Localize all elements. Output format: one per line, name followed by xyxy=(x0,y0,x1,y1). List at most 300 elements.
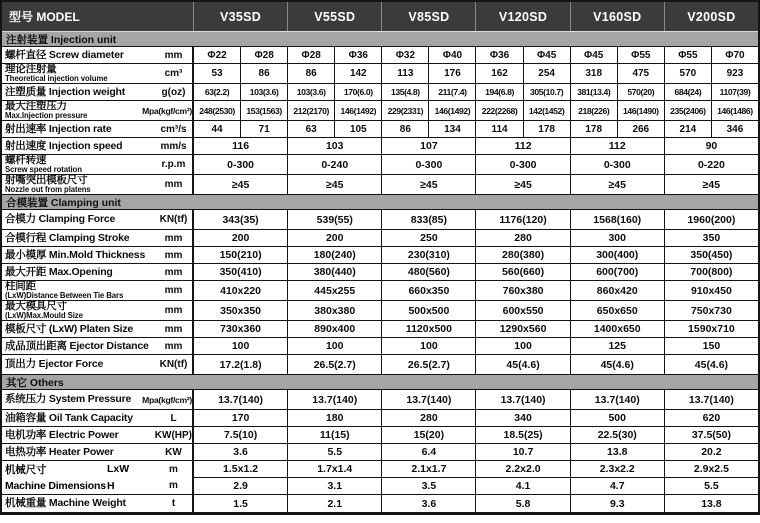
row-label-text: Machine Dimensions xyxy=(5,479,106,492)
row-label xyxy=(2,281,193,300)
spec-value-cell: 475 xyxy=(617,64,664,83)
row-label-text xyxy=(5,498,126,509)
spec-value-cell: Φ40 xyxy=(428,47,475,63)
spec-value-cell: 53 xyxy=(193,64,240,83)
spec-value-cell: 660x350 xyxy=(381,281,475,300)
spec-value-cell: 0-220 xyxy=(664,155,758,174)
spec-value-cell: 2.2x2.0 xyxy=(475,461,569,477)
spec-value-cell: 620 xyxy=(664,410,758,426)
spec-value-cell: 112 xyxy=(570,138,664,154)
spec-value-cell: 214 xyxy=(664,121,711,137)
row-unit: KN(tf) xyxy=(159,214,188,225)
spec-value-cell: 1400x650 xyxy=(570,321,664,337)
spec-value-cell: 318 xyxy=(570,64,617,83)
spec-value-cell: 570 xyxy=(664,64,711,83)
spec-value-cell: 340 xyxy=(475,410,569,426)
spec-value-cell: 1960(200) xyxy=(664,210,758,229)
row-label-text xyxy=(5,413,133,424)
spec-value-cell: 13.7(140) xyxy=(664,390,758,409)
spec-row xyxy=(2,121,758,138)
row-unit: mm xyxy=(164,285,183,296)
row-label xyxy=(2,338,193,354)
spec-row xyxy=(2,84,758,101)
spec-value-cell: 13.8 xyxy=(664,495,758,512)
row-dimension-label: LxW xyxy=(107,463,130,476)
spec-value-cell: 5.5 xyxy=(287,444,381,460)
spec-row xyxy=(2,390,758,410)
spec-value-cell: 146(1490) xyxy=(617,101,664,120)
spec-value-cell: 445x255 xyxy=(287,281,381,300)
spec-row xyxy=(2,461,758,495)
spec-value-cell: 300 xyxy=(570,230,664,246)
row-unit: mm/s xyxy=(160,140,187,152)
spec-value-cell: Φ55 xyxy=(664,47,711,63)
spec-value-cell: Φ32 xyxy=(381,47,428,63)
spec-value-cell: 1120x500 xyxy=(381,321,475,337)
spec-value-cell: 18.5(25) xyxy=(475,427,569,443)
row-label-text xyxy=(5,87,125,98)
spec-row xyxy=(2,155,758,175)
spec-value-cell: 650x650 xyxy=(570,301,664,320)
spec-value-cell: 343(35) xyxy=(193,210,287,229)
spec-row xyxy=(2,138,758,155)
row-label-line1: 成品顶出距离 Ejector Distance xyxy=(5,339,149,352)
spec-value-cell: 1590x710 xyxy=(664,321,758,337)
row-label-line xyxy=(5,461,192,478)
spec-value-cell: Φ55 xyxy=(617,47,664,63)
spec-value-cell: 218(226) xyxy=(570,101,617,120)
spec-value-cell: 280 xyxy=(381,410,475,426)
spec-value-cell: 3.6 xyxy=(193,444,287,460)
spec-value-cell: 346 xyxy=(711,121,758,137)
row-label-line2: Nozzle out from platens xyxy=(5,185,91,194)
row-unit: mm xyxy=(164,340,183,352)
row-label-line1: 理论注射量 xyxy=(5,64,57,75)
spec-value-cell: 105 xyxy=(334,121,381,137)
row-label-text xyxy=(5,447,114,458)
row-values xyxy=(193,461,758,494)
table-header-row xyxy=(2,2,758,32)
spec-value-cell: 248(2530) xyxy=(193,101,240,120)
spec-row xyxy=(2,247,758,264)
row-label-text xyxy=(5,267,113,278)
table-body xyxy=(2,32,758,513)
spec-value-cell: 760x380 xyxy=(475,281,569,300)
row-label-text xyxy=(5,141,122,152)
row-label-text xyxy=(5,430,118,441)
row-label xyxy=(2,175,193,194)
spec-value-cell: 305(10.7) xyxy=(523,84,570,100)
spec-value-cell: 235(2406) xyxy=(664,101,711,120)
row-label-line1: 射出速率 Injection rate xyxy=(5,122,112,135)
spec-value-cell: 103(3.6) xyxy=(240,84,287,100)
spec-value-cell: 300(400) xyxy=(570,247,664,263)
row-unit: m xyxy=(169,463,178,475)
spec-value-cell: 600(700) xyxy=(570,264,664,280)
spec-value-cell: Φ45 xyxy=(570,47,617,63)
spec-value-cell: 170(6.0) xyxy=(334,84,381,100)
spec-value-cell: 280 xyxy=(475,230,569,246)
row-label-text xyxy=(5,214,115,225)
spec-value-cell: 86 xyxy=(381,121,428,137)
row-label-text xyxy=(5,250,145,261)
spec-value-cell: 45(4.6) xyxy=(664,355,758,374)
spec-row xyxy=(2,101,758,121)
row-label-text xyxy=(5,301,83,320)
spec-value-cell: 254 xyxy=(523,64,570,83)
row-label xyxy=(2,64,193,83)
spec-value-cell: 230(310) xyxy=(381,247,475,263)
row-label xyxy=(2,427,193,443)
spec-value-cell: ≥45 xyxy=(381,175,475,194)
spec-value-cell: ≥45 xyxy=(570,175,664,194)
spec-value-cell: 134 xyxy=(428,121,475,137)
spec-value-cell: 381(13.4) xyxy=(570,84,617,100)
spec-value-cell: 211(7.4) xyxy=(428,84,475,100)
spec-value-cell: 570(20) xyxy=(617,84,664,100)
spec-value-cell: 45(4.6) xyxy=(475,355,569,374)
spec-row xyxy=(2,338,758,355)
spec-value-cell: 162 xyxy=(475,64,522,83)
row-label xyxy=(2,138,193,154)
row-label-line1: 螺杆转速 xyxy=(5,155,47,166)
spec-value-cell: ≥45 xyxy=(664,175,758,194)
row-label-line1: 电热功率 Heater Power xyxy=(5,445,114,458)
spec-value-cell: Φ28 xyxy=(287,47,334,63)
spec-value-cell: 2.9x2.5 xyxy=(664,461,758,477)
spec-value-cell: 222(2268) xyxy=(475,101,522,120)
row-label-line1: 合模力 Clamping Force xyxy=(5,213,116,225)
spec-value-cell: 15(20) xyxy=(381,427,475,443)
spec-value-cell: 13.7(140) xyxy=(287,390,381,409)
spec-value-cell: 13.7(140) xyxy=(193,390,287,409)
spec-value-cell: 22.5(30) xyxy=(570,427,664,443)
spec-row xyxy=(2,230,758,247)
row-label-text xyxy=(5,124,111,135)
spec-value-cell: 26.5(2.7) xyxy=(287,355,381,374)
spec-value-cell: 860x420 xyxy=(570,281,664,300)
row-label xyxy=(2,47,193,63)
row-label xyxy=(2,301,193,320)
spec-value-cell: 26.5(2.7) xyxy=(381,355,475,374)
row-label-line1: 注塑质量 Injection weight xyxy=(5,85,126,98)
row-label-line xyxy=(5,478,192,495)
spec-value-cell: 45(4.6) xyxy=(570,355,664,374)
row-unit: mm xyxy=(164,266,183,278)
spec-value-cell: 380(440) xyxy=(287,264,381,280)
spec-row xyxy=(2,64,758,84)
section-title: 其它 Others xyxy=(2,375,758,390)
model-name-v85sd: V85SD xyxy=(381,2,475,31)
spec-value-cell: 180 xyxy=(287,410,381,426)
spec-value-cell: 833(85) xyxy=(381,210,475,229)
spec-value-cell: 100 xyxy=(193,338,287,354)
spec-value-cell: 13.7(140) xyxy=(381,390,475,409)
spec-row xyxy=(2,47,758,64)
spec-value-cell: 380x380 xyxy=(287,301,381,320)
row-unit: cm³/s xyxy=(160,123,187,135)
spec-value-cell: 63 xyxy=(287,121,334,137)
spec-value-cell: 1290x560 xyxy=(475,321,569,337)
row-label xyxy=(2,390,193,409)
spec-value-cell: 7.5(10) xyxy=(193,427,287,443)
row-label-line1: 油箱容量 Oil Tank Capacity xyxy=(5,411,133,424)
spec-value-cell: 107 xyxy=(381,138,475,154)
spec-value-cell: 44 xyxy=(193,121,240,137)
spec-value-cell: 2.3x2.2 xyxy=(570,461,664,477)
row-label xyxy=(2,101,193,120)
row-label xyxy=(2,264,193,280)
spec-value-cell: 90 xyxy=(664,138,758,154)
row-unit: t xyxy=(171,498,176,509)
spec-value-cell: 3.5 xyxy=(381,478,475,494)
row-label-line1: 机械重量 Machine Weight xyxy=(5,497,126,509)
row-unit: L xyxy=(170,412,177,424)
row-label-line1: 最大开距 Max.Opening xyxy=(5,265,113,278)
spec-row xyxy=(2,264,758,281)
spec-row xyxy=(2,210,758,230)
spec-value-cell: ≥45 xyxy=(475,175,569,194)
spec-value-cell: 17.2(1.8) xyxy=(193,355,287,374)
spec-value-cell: 86 xyxy=(287,64,334,83)
spec-value-cell: 2.9 xyxy=(193,478,287,494)
spec-value-cell: ≥45 xyxy=(287,175,381,194)
spec-value-cell: 63(2.2) xyxy=(193,84,240,100)
spec-value-cell: 2.1x1.7 xyxy=(381,461,475,477)
spec-value-cell: 212(2170) xyxy=(287,101,334,120)
spec-value-cell: 135(4.8) xyxy=(381,84,428,100)
row-dimension-label: H xyxy=(107,479,115,492)
row-label xyxy=(2,155,193,174)
spec-value-cell: 11(15) xyxy=(287,427,381,443)
row-unit: Mpa(kgf/cm²) xyxy=(142,394,192,405)
row-unit: KW(HP) xyxy=(154,429,192,441)
spec-value-cell: 150(210) xyxy=(193,247,287,263)
spec-value-cell: 700(800) xyxy=(664,264,758,280)
row-label-text xyxy=(5,233,129,244)
spec-row xyxy=(2,301,758,321)
spec-value-cell: 730x360 xyxy=(193,321,287,337)
row-label-line1: 最大注塑压力 xyxy=(5,101,67,112)
spec-value-cell: Φ70 xyxy=(711,47,758,63)
row-unit: mm xyxy=(164,49,183,61)
model-name-v55sd: V55SD xyxy=(287,2,381,31)
spec-value-cell: 180(240) xyxy=(287,247,381,263)
spec-value-cell: 1176(120) xyxy=(475,210,569,229)
spec-value-cell: 5.5 xyxy=(664,478,758,494)
row-label-line2: Max.Injection pressure xyxy=(5,111,88,120)
spec-value-cell: 114 xyxy=(475,121,522,137)
spec-value-cell: 910x450 xyxy=(664,281,758,300)
spec-value-cell: 6.4 xyxy=(381,444,475,460)
row-label-line1: 合模行程 Clamping Stroke xyxy=(5,231,130,244)
spec-value-cell: 142(1452) xyxy=(523,101,570,120)
row-label-text: 机械尺寸 xyxy=(5,463,47,476)
spec-value-cell: 280(380) xyxy=(475,247,569,263)
spec-value-cell: 200 xyxy=(193,230,287,246)
row-label-line1: 柱间距 xyxy=(5,281,36,292)
spec-value-cell: 3.1 xyxy=(287,478,381,494)
row-unit: mm xyxy=(164,323,183,335)
spec-value-cell: 266 xyxy=(617,121,664,137)
row-unit: mm xyxy=(164,305,183,316)
row-label-text xyxy=(5,281,123,300)
spec-row xyxy=(2,410,758,427)
row-unit: cm³ xyxy=(164,68,183,79)
row-label-line1: 螺杆直径 Screw diameter xyxy=(5,48,124,61)
spec-value-cell: 150 xyxy=(664,338,758,354)
spec-value-cell: 176 xyxy=(428,64,475,83)
spec-value-cell: 0-300 xyxy=(570,155,664,174)
row-unit: m xyxy=(169,480,178,492)
spec-value-cell: 146(1492) xyxy=(334,101,381,120)
row-label xyxy=(2,461,193,494)
spec-row xyxy=(2,355,758,375)
spec-value-cell: 1107(39) xyxy=(711,84,758,100)
spec-value-cell: 178 xyxy=(570,121,617,137)
spec-value-cell: 10.7 xyxy=(475,444,569,460)
spec-value-cell: 37.5(50) xyxy=(664,427,758,443)
row-label-line1: 最大模具尺寸 xyxy=(5,301,67,312)
row-unit: KN(tf) xyxy=(159,359,188,370)
row-label-line1: 电机功率 Electric Power xyxy=(5,428,119,441)
spec-value-cell: 2.1 xyxy=(287,495,381,512)
spec-value-cell: Φ28 xyxy=(240,47,287,63)
spec-value-cell: Φ22 xyxy=(193,47,240,63)
row-label-text xyxy=(5,64,107,83)
row-label-line2: (LxW)Distance Between Tie Bars xyxy=(5,291,124,300)
row-label xyxy=(2,230,193,246)
spec-value-cell: 0-300 xyxy=(381,155,475,174)
spec-value-cell: Φ36 xyxy=(334,47,381,63)
spec-value-cell: Φ36 xyxy=(475,47,522,63)
model-name-v120sd: V120SD xyxy=(475,2,569,31)
spec-value-cell: 600x550 xyxy=(475,301,569,320)
spec-value-cell: 103(3.6) xyxy=(287,84,334,100)
spec-value-cell: 350(450) xyxy=(664,247,758,263)
spec-value-cell: 350x350 xyxy=(193,301,287,320)
spec-value-cell: 1.5 xyxy=(193,495,287,512)
row-unit: r.p.m xyxy=(161,159,186,170)
spec-value-cell: 112 xyxy=(475,138,569,154)
spec-value-cell: Φ45 xyxy=(523,47,570,63)
row-subvalues xyxy=(193,461,758,478)
model-name-v200sd: V200SD xyxy=(664,2,758,31)
row-label-text xyxy=(5,50,124,61)
spec-value-cell: 750x730 xyxy=(664,301,758,320)
spec-value-cell: 194(6.8) xyxy=(475,84,522,100)
row-label xyxy=(2,247,193,263)
spec-value-cell: 1.5x1.2 xyxy=(193,461,287,477)
spec-value-cell: 1.7x1.4 xyxy=(287,461,381,477)
row-label-line1: 射嘴突出模板尺寸 xyxy=(5,175,88,186)
spec-value-cell: 0-240 xyxy=(287,155,381,174)
row-unit: mm xyxy=(164,232,183,244)
spec-value-cell: 3.6 xyxy=(381,495,475,512)
spec-value-cell: 178 xyxy=(523,121,570,137)
row-unit: KW xyxy=(165,446,182,458)
spec-value-cell: 13.7(140) xyxy=(475,390,569,409)
row-label xyxy=(2,121,193,137)
row-label-text xyxy=(5,101,87,120)
section-title: 注射装置 Injection unit xyxy=(2,32,758,47)
spec-value-cell: 350(410) xyxy=(193,264,287,280)
spec-value-cell: 100 xyxy=(475,338,569,354)
spec-value-cell: 410x220 xyxy=(193,281,287,300)
spec-value-cell: 146(1486) xyxy=(711,101,758,120)
row-subvalues xyxy=(193,478,758,494)
spec-value-cell: 250 xyxy=(381,230,475,246)
spec-value-cell: 100 xyxy=(381,338,475,354)
row-label xyxy=(2,210,193,229)
spec-row xyxy=(2,175,758,195)
section-title: 合模装置 Clamping unit xyxy=(2,195,758,210)
spec-value-cell: 100 xyxy=(287,338,381,354)
spec-value-cell: 142 xyxy=(334,64,381,83)
spec-value-cell: 229(2331) xyxy=(381,101,428,120)
spec-value-cell: 4.7 xyxy=(570,478,664,494)
row-label-line1: 顶出力 Ejector Force xyxy=(5,358,104,370)
spec-value-cell: 500x500 xyxy=(381,301,475,320)
spec-value-cell: 923 xyxy=(711,64,758,83)
spec-row xyxy=(2,427,758,444)
spec-value-cell: 146(1492) xyxy=(428,101,475,120)
row-label xyxy=(2,410,193,426)
row-label-line2: (LxW)Max.Mould Size xyxy=(5,311,83,320)
spec-value-cell: 20.2 xyxy=(664,444,758,460)
row-label-text xyxy=(5,175,91,194)
spec-value-cell: 86 xyxy=(240,64,287,83)
spec-value-cell: 0-300 xyxy=(193,155,287,174)
row-label xyxy=(2,355,193,374)
spec-value-cell: 480(560) xyxy=(381,264,475,280)
spec-value-cell: 350 xyxy=(664,230,758,246)
spec-value-cell: 9.3 xyxy=(570,495,664,512)
spec-value-cell: 13.8 xyxy=(570,444,664,460)
spec-value-cell: 684(24) xyxy=(664,84,711,100)
row-label-text xyxy=(5,155,82,174)
spec-value-cell: 13.7(140) xyxy=(570,390,664,409)
row-label xyxy=(2,84,193,100)
row-label-text xyxy=(5,359,103,370)
row-label-line1: 射出速度 Injection speed xyxy=(5,139,123,152)
spec-value-cell: 153(1563) xyxy=(240,101,287,120)
row-label-line1: 模板尺寸 (LxW) Platen Size xyxy=(5,322,134,335)
row-label-text xyxy=(5,324,133,335)
spec-value-cell: 890x400 xyxy=(287,321,381,337)
spec-value-cell: 1568(160) xyxy=(570,210,664,229)
row-label-text xyxy=(5,394,131,405)
spec-value-cell: 170 xyxy=(193,410,287,426)
spec-value-cell: ≥45 xyxy=(193,175,287,194)
model-name-v35sd: V35SD xyxy=(193,2,287,31)
model-header-label: 型号 MODEL xyxy=(9,10,80,24)
row-label-line2: Screw speed rotation xyxy=(5,165,82,174)
spec-value-cell: 5.8 xyxy=(475,495,569,512)
row-label xyxy=(2,321,193,337)
spec-value-cell: 103 xyxy=(287,138,381,154)
spec-value-cell: 116 xyxy=(193,138,287,154)
row-unit: mm xyxy=(164,249,183,261)
row-unit: Mpa(kgf/cm²) xyxy=(142,105,192,116)
spec-value-cell: 125 xyxy=(570,338,664,354)
row-unit: mm xyxy=(164,179,183,190)
row-label-text xyxy=(5,341,149,352)
spec-value-cell: 0-300 xyxy=(475,155,569,174)
spec-value-cell: 200 xyxy=(287,230,381,246)
model-name-v160sd: V160SD xyxy=(570,2,664,31)
row-label xyxy=(2,495,193,512)
